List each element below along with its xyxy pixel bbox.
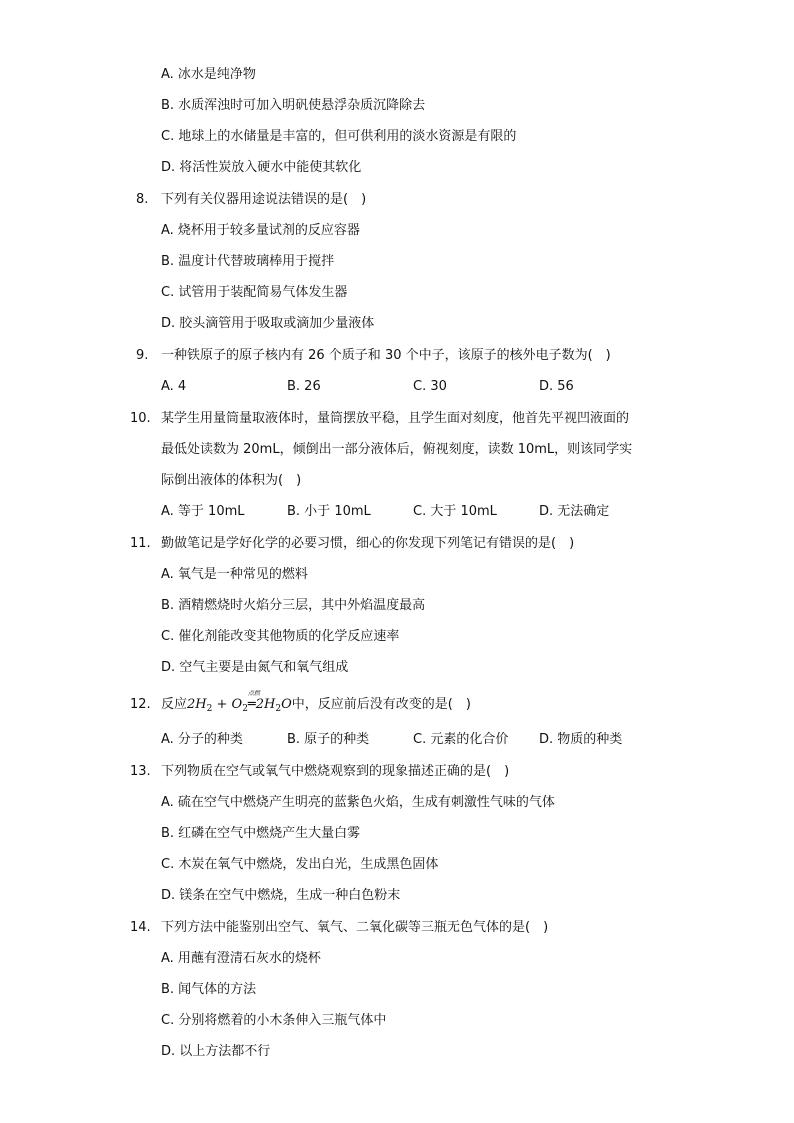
q14-stem: 下列方法中能鉴别出空气、氧气、二氧化碳等三瓶无色气体的是( ) xyxy=(161,920,549,935)
q9-option-d: D. 56 xyxy=(539,379,574,394)
reaction-condition: 点燃 xyxy=(247,690,260,697)
q7-option-b: B. 水质浑浊时可加入明矾使悬浮杂质沉降除去 xyxy=(161,98,426,113)
q12-option-c: C. 元素的化合价 xyxy=(413,732,509,747)
q13-option-d: D. 镁条在空气中燃烧，生成一种白色粉末 xyxy=(161,888,401,903)
q8-option-c: C. 试管用于装配简易气体发生器 xyxy=(161,285,348,300)
q12-stem xyxy=(161,690,471,717)
q12-stem-prefix: 反应 xyxy=(161,697,188,712)
q13-option-a: A. 硫在空气中燃烧产生明亮的蓝紫色火焰，生成有刺激性气味的气体 xyxy=(161,795,555,810)
q13-option-b: B. 红磷在空气中燃烧产生大量白雾 xyxy=(161,826,361,841)
q11-stem: 勤做笔记是学好化学的必要习惯，细心的你发现下列笔记有错误的是( ) xyxy=(161,536,575,551)
q12-option-b: B. 原子的种类 xyxy=(287,732,370,747)
q8-option-d: D. 胶头滴管用于吸取或滴加少量液体 xyxy=(161,316,375,331)
q10-stem-line-3: 际倒出液体的体积为( ) xyxy=(161,473,302,488)
q9-option-a: A. 4 xyxy=(161,379,187,394)
q9-stem: 一种铁原子的原子核内有 26 个质子和 30 个中子，该原子的核外电子数为( ) xyxy=(161,348,611,363)
q12-option-a: A. 分子的种类 xyxy=(161,732,243,747)
chemical-equation: $2H_2 + O_2$ 点燃 $═2H_2O$ xyxy=(187,690,292,714)
q12-stem-suffix: 中，反应前后没有改变的是( ) xyxy=(291,697,471,712)
q14-number: 14. xyxy=(130,920,151,935)
q13-option-c: C. 木炭在氧气中燃烧，发出白光，生成黑色固体 xyxy=(161,857,439,872)
q10-option-a: A. 等于 10mL xyxy=(161,504,245,519)
q7-option-a: A. 冰水是纯净物 xyxy=(161,67,256,82)
q12-option-d: D. 物质的种类 xyxy=(539,732,623,747)
q10-option-c: C. 大于 10mL xyxy=(413,504,497,519)
q9-option-c: C. 30 xyxy=(413,379,447,394)
q9-number: 9. xyxy=(136,348,149,363)
q9-option-b: B. 26 xyxy=(287,379,321,394)
q11-option-b: B. 酒精燃烧时火焰分三层，其中外焰温度最高 xyxy=(161,598,426,613)
q11-option-a: A. 氧气是一种常见的燃料 xyxy=(161,567,308,582)
q14-option-b: B. 闻气体的方法 xyxy=(161,982,257,997)
q13-number: 13. xyxy=(130,764,151,779)
q8-option-b: B. 温度计代替玻璃棒用于搅拌 xyxy=(161,254,335,269)
q8-option-a: A. 烧杯用于较多量试剂的反应容器 xyxy=(161,223,360,238)
q7-option-c: C. 地球上的水储量是丰富的，但可供利用的淡水资源是有限的 xyxy=(161,129,517,144)
q7-option-d: D. 将活性炭放入硬水中能使其软化 xyxy=(161,160,362,175)
q14-option-a: A. 用蘸有澄清石灰水的烧杯 xyxy=(161,951,321,966)
q10-stem-line-1: 某学生用量筒量取液体时，量筒摆放平稳，且学生面对刻度，他首先平视凹液面的 xyxy=(161,411,630,426)
q14-option-c: C. 分别将燃着的小木条伸入三瓶气体中 xyxy=(161,1013,387,1028)
q12-number: 12. xyxy=(130,697,151,712)
q8-number: 8. xyxy=(136,192,149,207)
q8-stem: 下列有关仪器用途说法错误的是( ) xyxy=(161,192,367,207)
q11-option-d: D. 空气主要是由氮气和氧气组成 xyxy=(161,660,349,675)
q13-stem: 下列物质在空气或氧气中燃烧观察到的现象描述正确的是( ) xyxy=(161,764,510,779)
q11-option-c: C. 催化剂能改变其他物质的化学反应速率 xyxy=(161,629,400,644)
q10-number: 10. xyxy=(130,411,151,426)
q14-option-d: D. 以上方法都不行 xyxy=(161,1044,271,1059)
q10-option-d: D. 无法确定 xyxy=(539,504,610,519)
q10-stem-line-2: 最低处读数为 20mL，倾倒出一部分液体后，俯视刻度，读数 10mL，则该同学实 xyxy=(161,442,633,457)
q11-number: 11. xyxy=(130,536,151,551)
q10-option-b: B. 小于 10mL xyxy=(287,504,371,519)
reaction-arrow: 点燃 ═ xyxy=(247,690,260,712)
